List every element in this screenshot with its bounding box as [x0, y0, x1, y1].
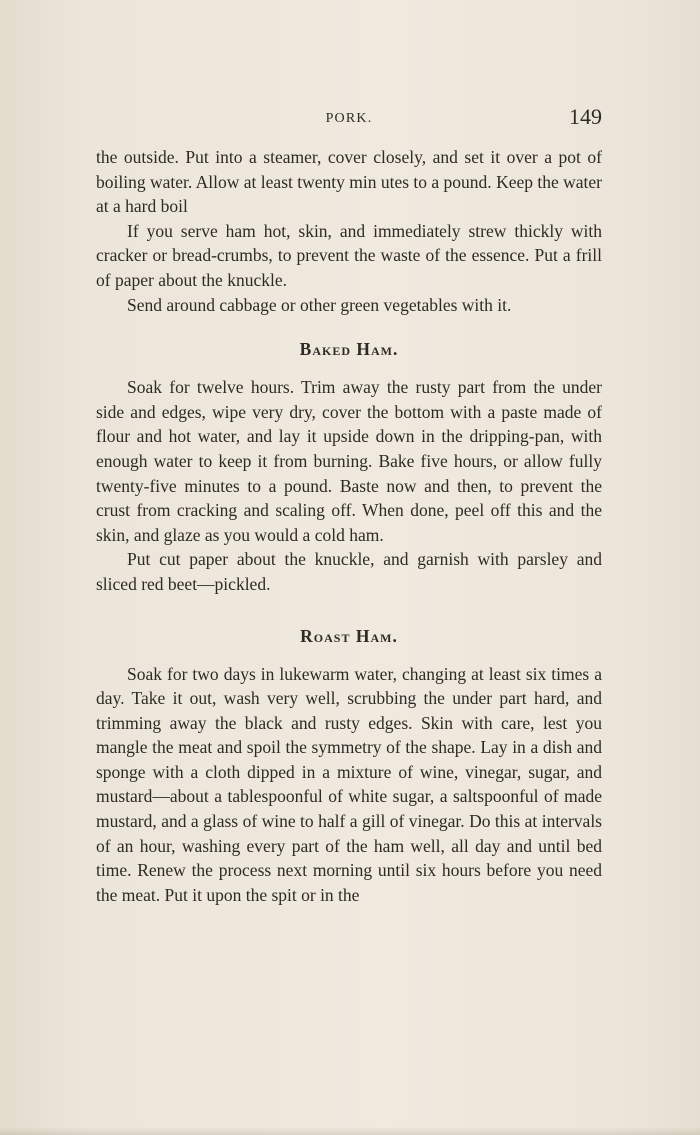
paragraph: the outside. Put into a steamer, cover closely, and set it over a pot of boiling water. Allow at least twenty min utes to a pound. Keep the water at a hard boil — [96, 147, 602, 217]
paragraph: Send around cabbage or other green vegetables with it. — [127, 294, 512, 315]
page-number: 149 — [569, 104, 602, 129]
paragraph: Soak for two days in lukewarm water, changing at least six times a day. Take it out, wash very well, scrubbing the under part hard, and trimming away the black and rusty edges. Skin with care, lest you mangle the meat and spoil the symmetry of the shape. Lay in a dish and sponge with a cloth dipped in a mixture of wine, vinegar, sugar, and mustard—about a tablespoonful of white sugar, a saltspoonful of made mustard, and a glass of wine to half a gill of vinegar. Do this at intervals of an hour, washing every part of the ham well, all day and until bed time. Renew the process next morning until six hours before you need the meat. Put it upon the spit or in the — [96, 663, 602, 905]
section-boiled-ham-continued — [96, 145, 602, 317]
page-bottom-edge — [0, 1127, 700, 1135]
running-head: PORK. — [325, 111, 373, 126]
page-header — [96, 104, 602, 134]
page-body — [96, 145, 602, 907]
section-heading: Baked Ham. — [299, 339, 399, 360]
paragraph: Soak for twelve hours. Trim away the rusty part from the under side and edges, wipe very dry, cover the bottom with a paste made of flour and hot water, and lay it upside down in the dripping-pan, with enough water to keep it from burning. Bake five hours, or allow fully twenty-five minutes to a pound. Baste now and then, to prevent the crust from cracking and scaling off. When done, peel off this and the skin, and glaze as you would a cold ham. — [96, 377, 602, 545]
paragraph: Put cut paper about the knuckle, and garnish with parsley and sliced red beet—pickled. — [96, 549, 602, 594]
section-heading: Roast Ham. — [300, 625, 398, 646]
paragraph: If you serve ham hot, skin, and immediately strew thickly with cracker or bread-crumbs, to prevent the waste of the essence. Put a frill of paper about the knuckle. — [96, 220, 602, 290]
section-baked-ham — [96, 336, 602, 596]
section-roast-ham — [96, 623, 602, 908]
